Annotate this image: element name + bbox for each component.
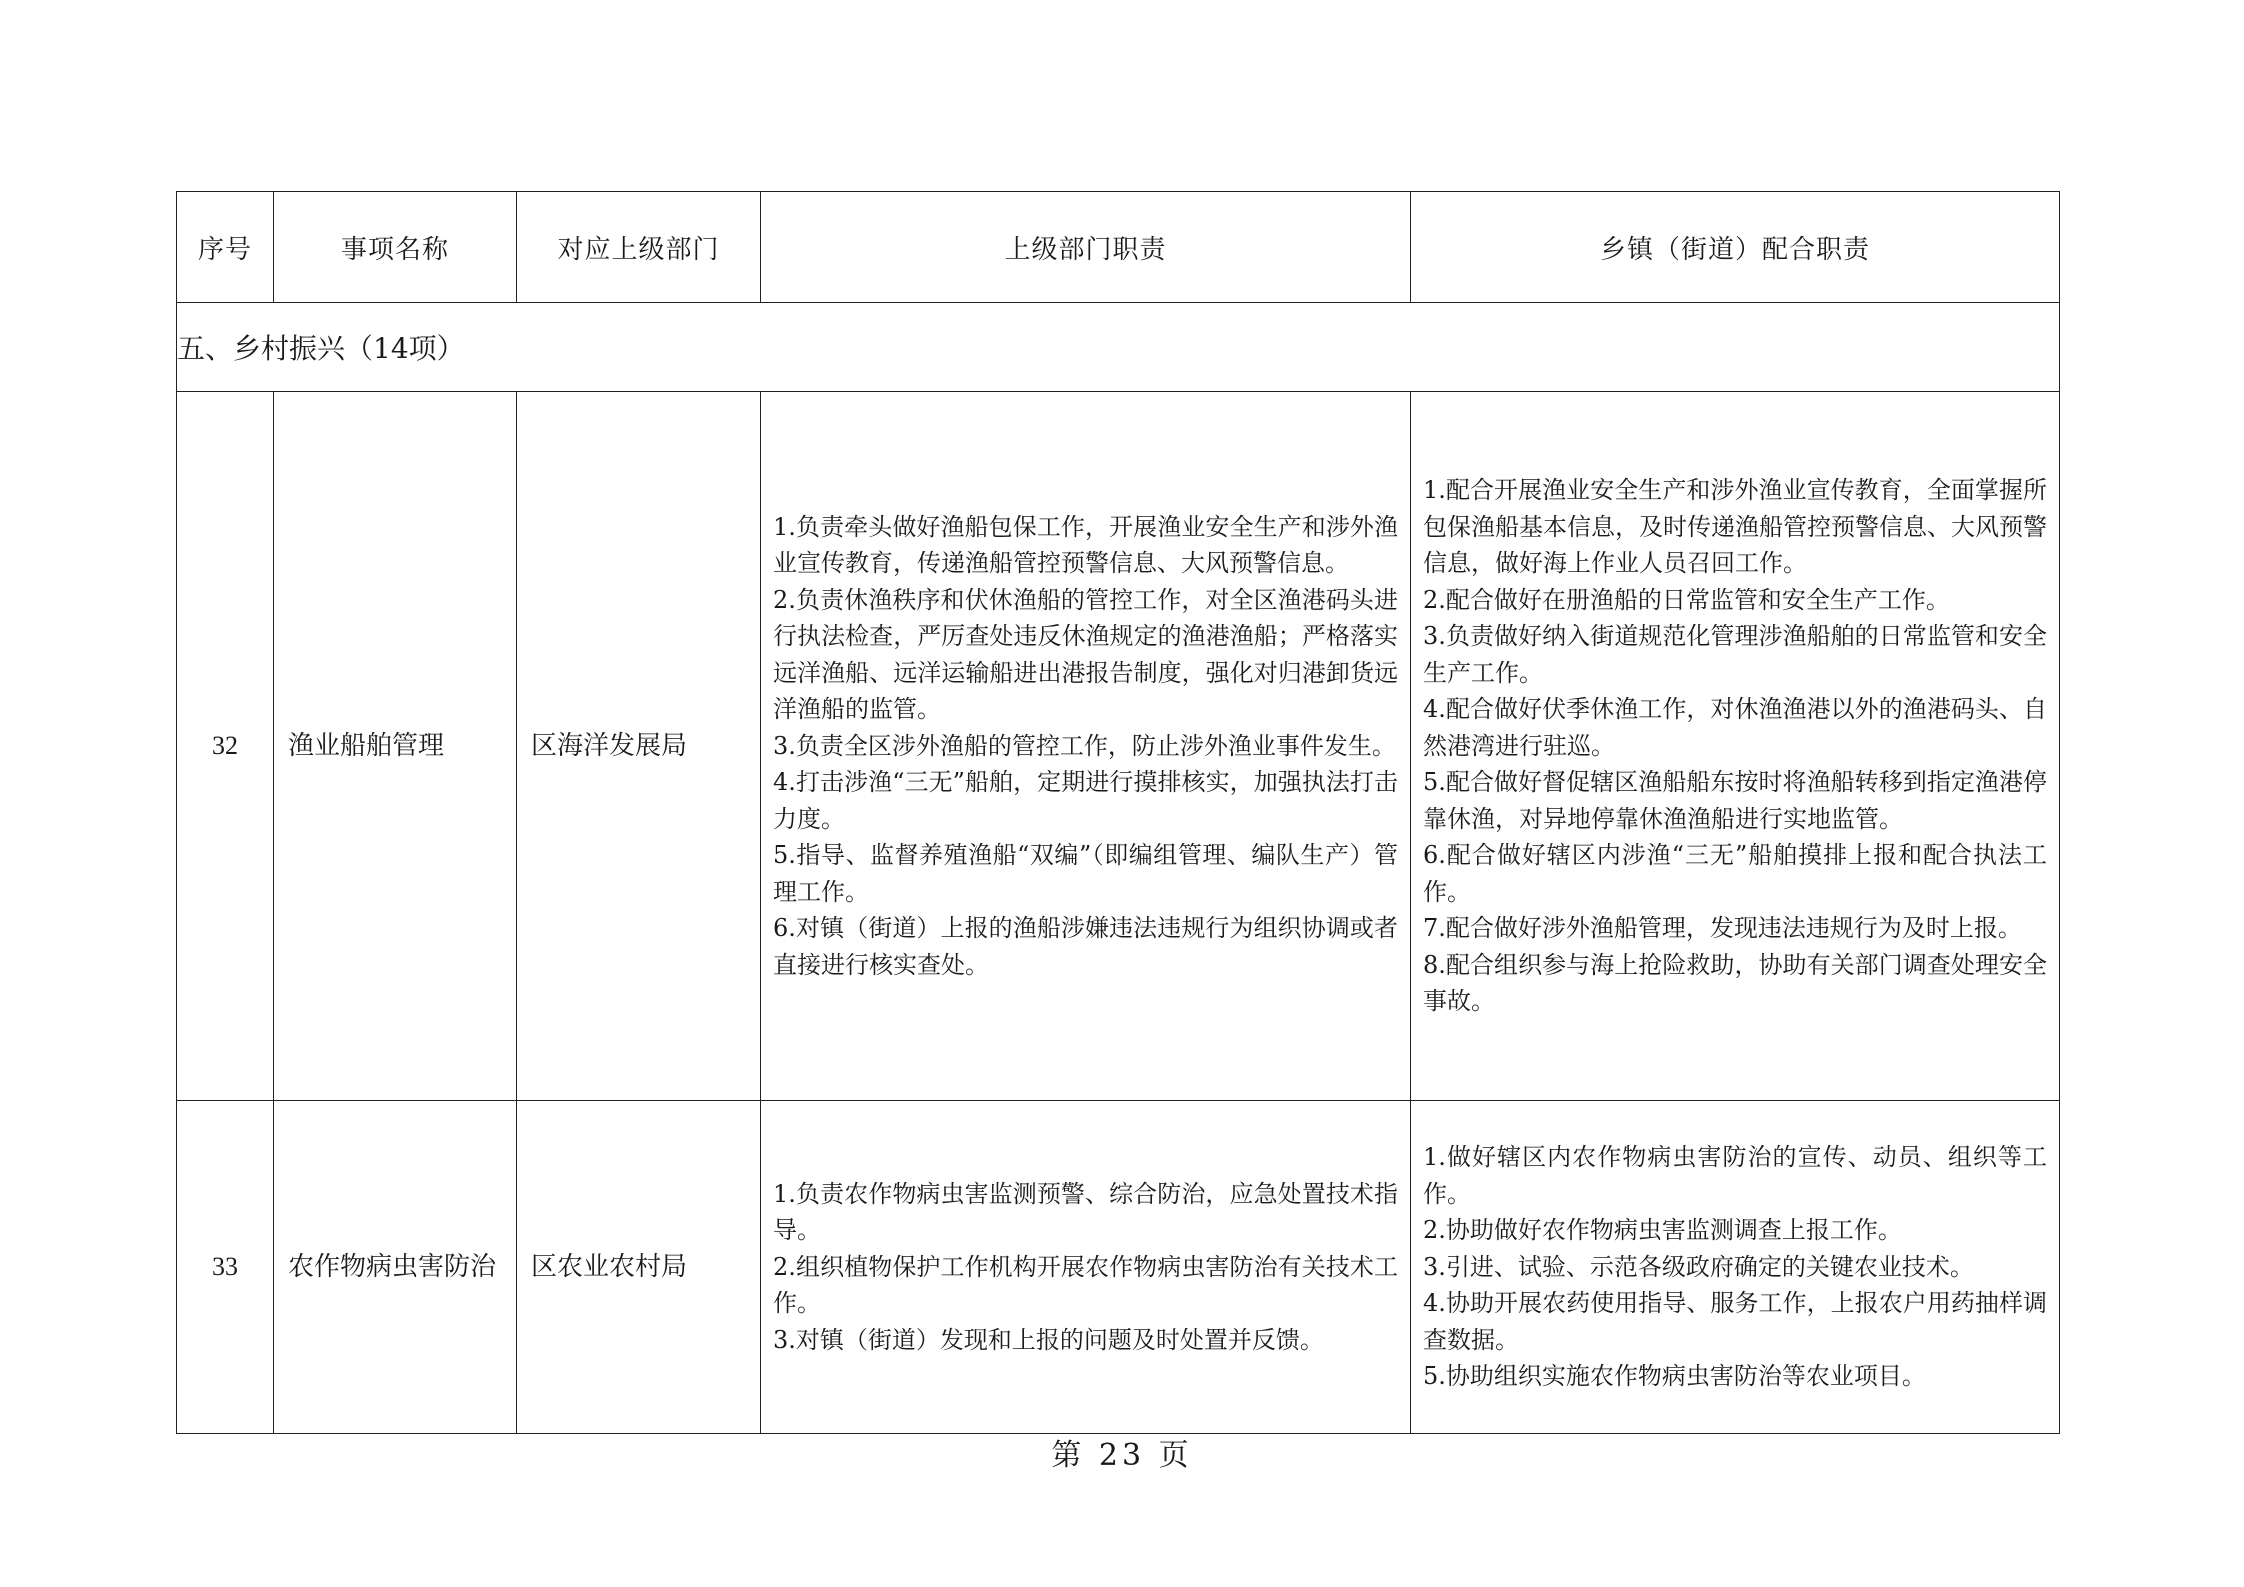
table-header-row (177, 192, 2060, 303)
header-num: 序号 (177, 192, 274, 303)
duty-item: 3.负责做好纳入街道规范化管理涉渔船舶的日常监管和安全生产工作。 (1423, 622, 2047, 687)
header-upper-duties: 上级部门职责 (761, 192, 1411, 303)
duty-item: 4.配合做好伏季休渔工作，对休渔渔港以外的渔港码头、自然港湾进行驻巡。 (1423, 695, 2047, 760)
duty-item: 5.指导、监督养殖渔船“双编”（即编组管理、编队生产）管理工作。 (773, 841, 1398, 906)
duty-item: 5.协助组织实施农作物病虫害防治等农业项目。 (1423, 1362, 1926, 1391)
duty-item: 4.打击涉渔“三无”船舶，定期进行摸排核实，加强执法打击力度。 (773, 768, 1398, 833)
duty-item: 2.组织植物保护工作机构开展农作物病虫害防治有关技术工作。 (773, 1252, 1398, 1318)
upper-duties-cell (761, 392, 1411, 1101)
duty-item: 2.配合做好在册渔船的日常监管和安全生产工作。 (1423, 585, 1950, 614)
duty-item: 1.负责农作物病虫害监测预警、综合防治，应急处置技术指导。 (773, 1179, 1398, 1245)
duty-item: 3.引进、试验、示范各级政府确定的关键农业技术。 (1423, 1252, 1974, 1281)
duty-item: 2.协助做好农作物病虫害监测调查上报工作。 (1423, 1216, 1902, 1245)
duty-item: 1.做好辖区内农作物病虫害防治的宣传、动员、组织等工作。 (1423, 1143, 2047, 1208)
header-upper-dept: 对应上级部门 (517, 192, 761, 303)
table-row (177, 1101, 2060, 1434)
section-title: 五、乡村振兴（14项） (177, 303, 2060, 392)
row-number: 33 (177, 1101, 274, 1434)
upper-dept: 区海洋发展局 (517, 392, 761, 1101)
row-number: 32 (177, 392, 274, 1101)
item-name: 渔业船舶管理 (274, 392, 517, 1101)
duty-item: 5.配合做好督促辖区渔船船东按时将渔船转移到指定渔港停靠休渔，对异地停靠休渔渔船进行实地监管。 (1423, 768, 2047, 833)
duty-item: 1.配合开展渔业安全生产和涉外渔业宣传教育，全面掌握所包保渔船基本信息，及时传递渔船管控预警信息、大风预警信息，做好海上作业人员召回工作。 (1423, 476, 2047, 578)
duty-item: 3.对镇（街道）发现和上报的问题及时处置并反馈。 (773, 1325, 1324, 1354)
header-town-duties: 乡镇（街道）配合职责 (1411, 192, 2060, 303)
town-duties-cell (1411, 1101, 2060, 1434)
upper-duties-cell (761, 1101, 1411, 1434)
responsibility-table (176, 191, 2060, 1434)
header-item-name: 事项名称 (274, 192, 517, 303)
duty-item: 6.配合做好辖区内涉渔“三无”船舶摸排上报和配合执法工作。 (1423, 841, 2047, 906)
duty-item: 2.负责休渔秩序和伏休渔船的管控工作，对全区渔港码头进行执法检查，严厉查处违反休渔规定的渔港渔船；严格落实远洋渔船、远洋运输船进出港报告制度，强化对归港卸货远洋渔船的监管。 (773, 585, 1398, 724)
duty-item: 8.配合组织参与海上抢险救助，协助有关部门调查处理安全事故。 (1423, 950, 2047, 1016)
section-row (177, 303, 2060, 392)
page-number: 第 23 页 (1051, 1438, 1193, 1473)
duty-item: 6.对镇（街道）上报的渔船涉嫌违法违规行为组织协调或者直接进行核实查处。 (773, 914, 1398, 979)
duty-item: 1.负责牵头做好渔船包保工作，开展渔业安全生产和涉外渔业宣传教育，传递渔船管控预警信息、大风预警信息。 (773, 512, 1398, 578)
table-row (177, 392, 2060, 1101)
town-duties-cell (1411, 392, 2060, 1101)
duty-item: 3.负责全区涉外渔船的管控工作，防止涉外渔业事件发生。 (773, 731, 1396, 760)
duty-item: 7.配合做好涉外渔船管理，发现违法违规行为及时上报。 (1423, 914, 2022, 943)
upper-dept: 区农业农村局 (517, 1101, 761, 1434)
duty-item: 4.协助开展农药使用指导、服务工作，上报农户用药抽样调查数据。 (1423, 1289, 2047, 1354)
item-name: 农作物病虫害防治 (274, 1101, 517, 1434)
